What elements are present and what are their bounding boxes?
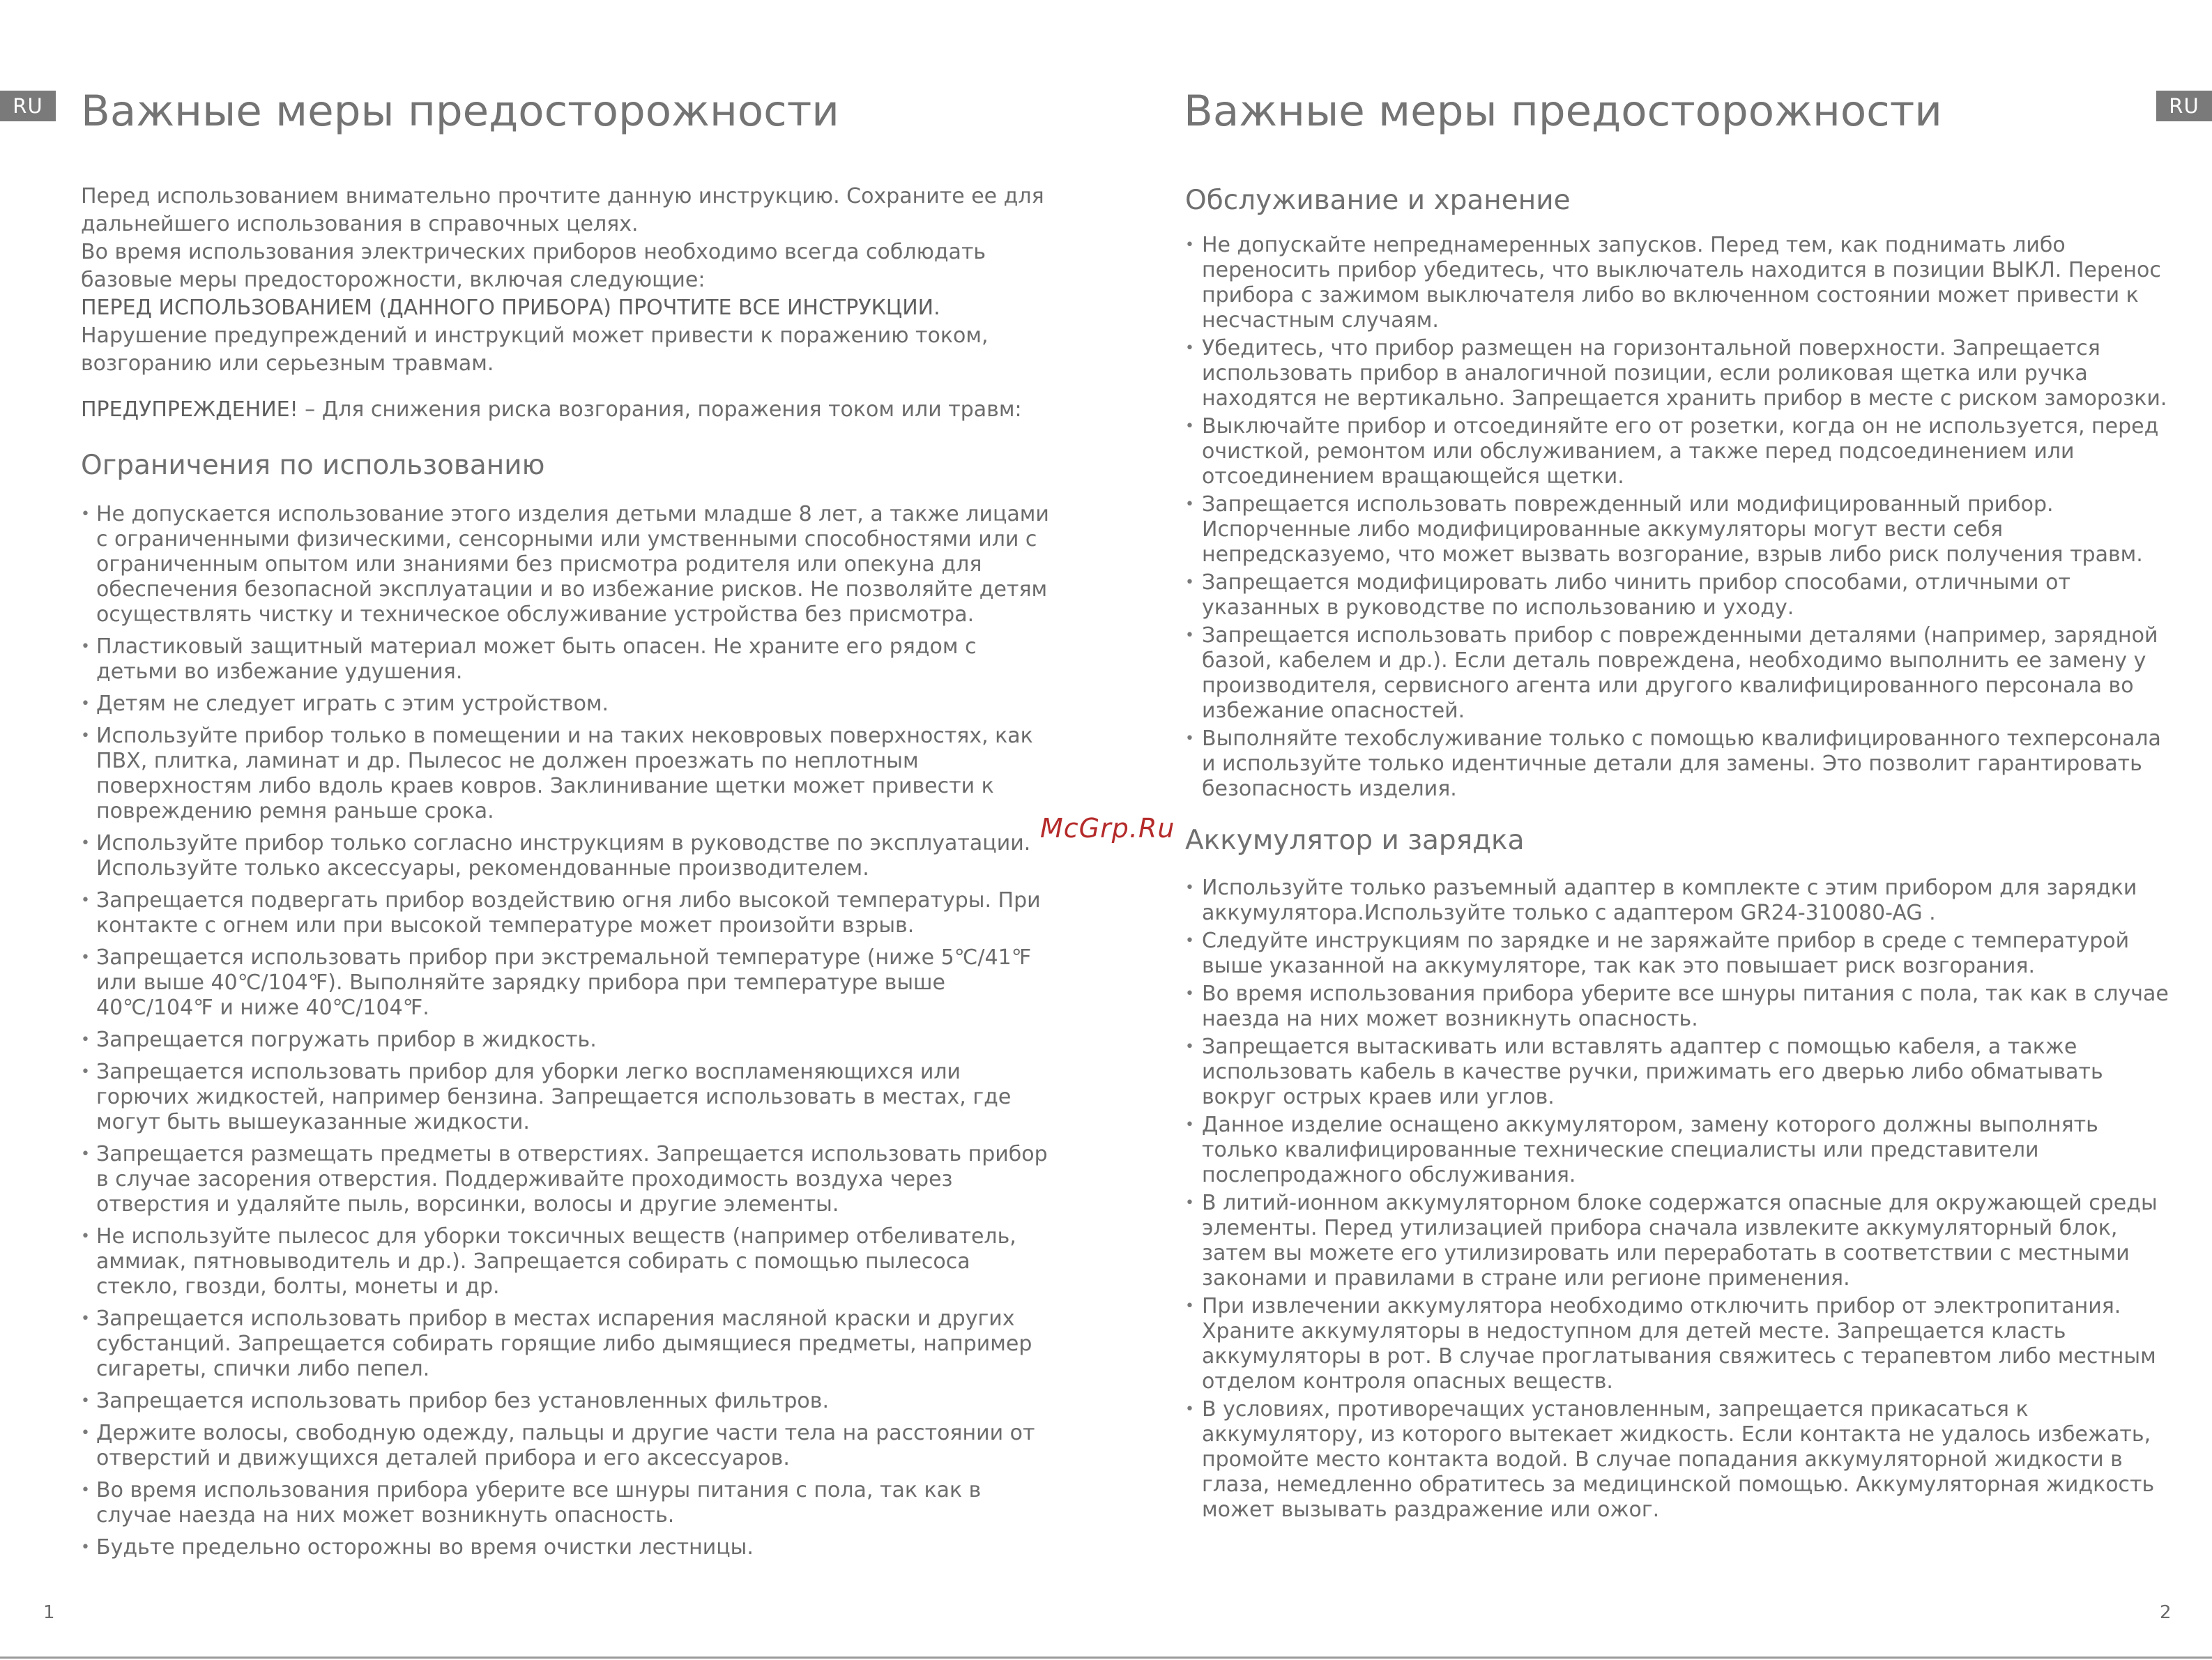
warning-text: – Для снижения риска возгорания, поражения током или травм:: [298, 397, 1022, 422]
list-item: • Используйте прибор только в помещении и на таких нековровых поверхностях, как ПВХ, плитка, ламинат и др. Пылесос не должен проезжать по неплотным поверхностям либо вдоль краев ковров. Заклинивание щетки может привести к повреждению ремня раньше срока.: [81, 724, 1033, 823]
bullet-icon: •: [81, 1310, 90, 1327]
list-item: • В условиях, противоречащих установленным, запрещается прикасаться к аккумулятору, из которого вытекает жидкость. Если контакта не удалось избежать, промойте место контакта водой. В случае попадания аккумуляторной жидкости в глаза, немедленно обратитесь за медицинской помощью. Аккумуляторная жидкость может вызывать раздражение или ожог.: [1185, 1397, 2155, 1522]
bullet-icon: •: [1185, 985, 1194, 1003]
bullet-icon: •: [1185, 627, 1194, 644]
bullet-icon: •: [1185, 1194, 1194, 1212]
bullet-icon: •: [81, 695, 90, 713]
bullet-icon: •: [81, 892, 90, 909]
language-badge-right: RU: [2156, 91, 2212, 121]
usage-limits-list: [81, 502, 1057, 1560]
warning-line: [81, 396, 1057, 424]
list-item: • Не используйте пылесос для уборки токсичных веществ (например отбеливатель, аммиак, пятновыводитель и др.). Запрещается собирать с помощью пылесоса стекло, гвозди, болты, монеты и др.: [81, 1224, 1016, 1299]
bullet-icon: •: [81, 949, 90, 966]
list-item: • Запрещается модифицировать либо чинить прибор способами, отличными от указанных в руководстве по использованию и уходу.: [1185, 570, 2070, 620]
list-item: • Запрещается погружать прибор в жидкость.: [81, 1028, 597, 1052]
list-item: • Убедитесь, что прибор размещен на горизонтальной поверхности. Запрещается использовать прибор в аналогичной позиции, если роликовая щетка или ручка находятся не вертикально. Запрещается хранить прибор в месте с риском заморозки.: [1185, 336, 2167, 411]
list-item: • Запрещается использовать прибор при экстремальной температуре (ниже 5℃/41℉ или выше 40℃/104℉). Выполняйте зарядку прибора при температуре выше 40℃/104℉ и ниже 40℃/104℉.: [81, 945, 1032, 1020]
bullet-icon: •: [1185, 1401, 1194, 1418]
bullet-icon: •: [1185, 1038, 1194, 1056]
list-item: • Детям не следует играть с этим устройством.: [81, 692, 609, 716]
bullet-icon: •: [81, 835, 90, 852]
page-number-left: 1: [43, 1602, 55, 1623]
list-item: • Данное изделие оснащено аккумулятором, замену которого должны выполнять только квалифицированные технические специалисты или представители послепродажного обслуживания.: [1185, 1113, 2098, 1187]
bullet-icon: •: [1185, 879, 1194, 897]
bullet-icon: •: [1185, 574, 1194, 591]
intro-caps-instruction: ПЕРЕД ИСПОЛЬЗОВАНИЕМ (ДАННОГО ПРИБОРА) ПРОЧТИТЕ ВСЕ ИНСТРУКЦИИ.: [81, 296, 940, 320]
list-item: • В литий-ионном аккумуляторном блоке содержатся опасные для окружающей среды элементы. Перед утилизацией прибора сначала извлеките аккумуляторный блок, затем вы можете его утилизировать или переработать в соответствии с местными законами и правилами в стране или регионе применения.: [1185, 1191, 2158, 1290]
list-item: • Во время использования прибора уберите все шнуры питания с пола, так как в случае наезда на них может возникнуть опасность.: [1185, 982, 2169, 1031]
bullet-icon: •: [81, 1063, 90, 1081]
list-item: • Во время использования прибора уберите все шнуры питания с пола, так как в случае наезда на них может возникнуть опасность.: [81, 1478, 982, 1528]
bullet-icon: •: [81, 1031, 90, 1049]
bottom-divider: [0, 1657, 2212, 1659]
bullet-icon: •: [81, 1145, 90, 1163]
bullet-icon: •: [1185, 340, 1194, 357]
language-badge-left: RU: [0, 91, 56, 121]
page-title-right: Важные меры предосторожности: [1184, 86, 1942, 136]
page-number-right: 2: [2160, 1602, 2172, 1623]
intro-paragraph: Нарушение предупреждений и инструкций может привести к поражению током, возгоранию или серьезным травмам.: [81, 323, 989, 376]
list-item: • Пластиковый защитный материал может быть опасен. Не храните его рядом с детьми во избежание удушения.: [81, 634, 977, 684]
bullet-icon: •: [1185, 1297, 1194, 1315]
list-item: • При извлечении аккумулятора необходимо отключить прибор от электропитания. Храните аккумуляторы в недоступном для детей месте. Запрещается класть аккумуляторы в рот. В случае проглатывания свяжитесь с терапевтом либо местным отделом контроля опасных веществ.: [1185, 1294, 2156, 1394]
list-item: • Не допускается использование этого изделия детьми младше 8 лет, а также лицами с ограниченными физическими, сенсорными или умственными способностями или с ограниченным опытом или знаниями без присмотра родителя или опекуна для обеспечения безопасной эксплуатации и во избежание рисков. Не позволяйте детям осуществлять чистку и техническое обслуживание устройства без присмотра.: [81, 502, 1049, 627]
list-item: • Будьте предельно осторожны во время очистки лестницы.: [81, 1535, 754, 1560]
list-item: • Запрещается использовать прибор без установленных фильтров.: [81, 1389, 829, 1413]
bullet-icon: •: [1185, 730, 1194, 747]
list-item: • Используйте прибор только согласно инструкциям в руководстве по эксплуатации. Используйте только аксессуары, рекомендованные производителем.: [81, 831, 1031, 881]
watermark-text: McGrp.Ru: [1040, 813, 1175, 844]
list-item: • Выключайте прибор и отсоединяйте его от розетки, когда он не используется, перед очисткой, ремонтом или обслуживанием, а также перед подсоединением или отсоединением вращающейся щетки.: [1185, 414, 2159, 489]
list-item: • Запрещается размещать предметы в отверстиях. Запрещается использовать прибор в случае засорения отверстия. Поддерживайте проходимость воздуха через отверстия и удаляйте пыль, ворсинки, волосы и другие элементы.: [81, 1142, 1048, 1217]
section-title-battery: Аккумулятор и зарядка: [1185, 825, 1525, 856]
bullet-icon: •: [81, 638, 90, 655]
intro-paragraph: Перед использованием внимательно прочтите данную инструкцию. Сохраните ее для дальнейшего использования в справочных целях.: [81, 184, 1044, 236]
list-item: • Запрещается вытаскивать или вставлять адаптер с помощью кабеля, а также использовать кабель в качестве ручки, прижимать его дверью либо обматывать вокруг острых краев или углов.: [1185, 1035, 2103, 1109]
maintenance-list: [1185, 233, 2175, 802]
list-item: • Запрещается подвергать прибор воздействию огня либо высокой температуры. При контакте с огнем или при высокой температуре может произойти взрыв.: [81, 888, 1041, 938]
list-item: • Запрещается использовать прибор с поврежденными деталями (например, зарядной базой, кабелем и др.). Если деталь повреждена, необходимо выполнить ее замену у производителя, сервисного агента или другого квалифицированного персонала во избежание опасностей.: [1185, 623, 2158, 723]
left-page-content: [81, 183, 1057, 1567]
bullet-icon: •: [81, 1392, 90, 1410]
list-item: • Выполняйте техобслуживание только с помощью квалифицированного техперсонала и используйте только идентичные детали для замены. Это позволит гарантировать безопасность изделия.: [1185, 726, 2161, 801]
list-item: • Следуйте инструкциям по зарядке и не заряжайте прибор в среде с температурой выше указанной на аккумуляторе, так как это повышает риск возгорания.: [1185, 929, 2130, 978]
bullet-icon: •: [1185, 236, 1194, 254]
section-title-usage-limits: Ограничения по использованию: [81, 450, 545, 481]
warning-label: ПРЕДУПРЕЖДЕНИЕ!: [81, 397, 298, 422]
list-item: • Держите волосы, свободную одежду, пальцы и другие части тела на расстоянии от отверстий и движущихся деталей прибора и его аксессуаров.: [81, 1421, 1035, 1470]
right-page-content: [1185, 183, 2175, 1525]
intro-paragraph: Во время использования электрических приборов необходимо всегда соблюдать базовые меры предосторожности, включая следующие:: [81, 240, 986, 292]
bullet-icon: •: [81, 727, 90, 745]
intro-text: [81, 183, 1057, 378]
bullet-icon: •: [81, 505, 90, 523]
list-item: • Запрещается использовать поврежденный или модифицированный прибор. Испорченные либо модифицированные аккумуляторы могут вести себя непредсказуемо, что может вызвать возгорание, взрыв либо риск получения травм.: [1185, 492, 2143, 567]
battery-list: [1185, 876, 2175, 1523]
list-item: • Запрещается использовать прибор в местах испарения масляной краски и других субстанций. Запрещается собирать горящие либо дымящиеся предметы, например сигареты, спички либо пепел.: [81, 1307, 1032, 1381]
list-item: • Используйте только разъемный адаптер в комплекте с этим прибором для зарядки аккумулятора.Используйте только с адаптером GR24-310080-AG .: [1185, 876, 2137, 925]
bullet-icon: •: [1185, 496, 1194, 513]
bullet-icon: •: [81, 1539, 90, 1556]
bullet-icon: •: [81, 1482, 90, 1499]
page-title-left: Важные меры предосторожности: [81, 86, 839, 136]
list-item: • Запрещается использовать прибор для уборки легко воспламеняющихся или горючих жидкостей, например бензина. Запрещается использовать в местах, где могут быть вышеуказанные жидкости.: [81, 1060, 1012, 1134]
bullet-icon: •: [1185, 932, 1194, 950]
bullet-icon: •: [81, 1228, 90, 1245]
bullet-icon: •: [1185, 1116, 1194, 1134]
list-item: • Не допускайте непреднамеренных запусков. Перед тем, как поднимать либо переносить прибор убедитесь, что выключатель находится в позиции ВЫКЛ. Перенос прибора с зажимом выключателя либо во включенном состоянии может привести к несчастным случаям.: [1185, 233, 2161, 333]
bullet-icon: •: [1185, 418, 1194, 435]
bullet-icon: •: [81, 1424, 90, 1442]
section-title-maintenance: Обслуживание и хранение: [1185, 185, 1571, 216]
